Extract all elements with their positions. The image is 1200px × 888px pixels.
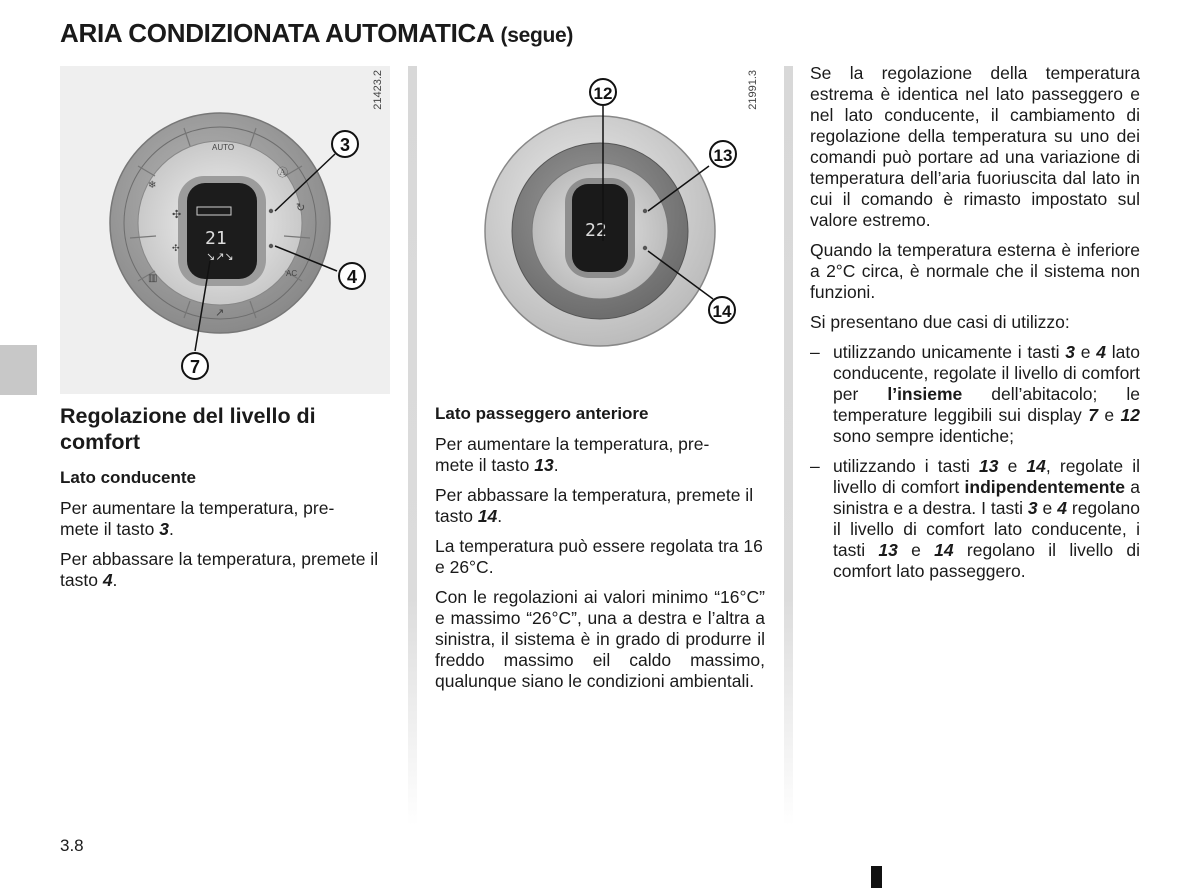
list-item: – utilizzando unicamente i tasti 3 e 4 lato conducente, regolate il livello di comfort per l’insieme dell’abitacolo; le temperature leggibili sui display 7 e 12 sono sempre identiche; — [810, 342, 1141, 446]
column-separator-1 — [408, 66, 417, 826]
callout-3: 3 — [339, 135, 351, 155]
page-number: 3.8 — [60, 836, 84, 855]
recirculation-icon: ↻ — [296, 202, 306, 214]
figure-passenger-controls — [435, 66, 765, 396]
auto-label: AUTO — [212, 143, 235, 152]
fan-low-icon: ✣ — [172, 243, 180, 253]
paragraph-low-temperature: Quando la temperatura esterna è inferiore a 2°C circa, è normale che il sistema non funzioni. — [810, 240, 1140, 302]
driver-display-temp: 21 — [205, 228, 227, 249]
paragraph-decrease-driver: Per abbassare la temperatura, premete il tasto 4. — [60, 549, 379, 590]
callout-13: 13 — [713, 146, 733, 165]
title-suffix: (segue) — [500, 24, 574, 47]
chapter-tab — [0, 345, 37, 395]
section-heading: Regolazione del livello di comfort — [60, 404, 316, 454]
paragraph-decrease-passenger: Per abbassare la temperatura, premete il tasto 14. — [435, 485, 754, 526]
svg-text:↘↗↘: ↘↗↘ — [206, 250, 234, 263]
figure-ref-left: 21423.2 — [372, 70, 384, 110]
callout-14: 14 — [712, 302, 732, 321]
callout-7: 7 — [189, 357, 201, 377]
paragraph-increase-passenger: Per aumentare la temperatura, pre- mete il tasto 13. — [435, 434, 710, 475]
subheading-driver: Lato conducente — [60, 468, 197, 487]
page-edge-mark — [871, 866, 882, 888]
passenger-display-temp: 22 — [585, 220, 607, 241]
driver-control-panel-illustration — [60, 66, 390, 394]
paragraph-extreme-values: Con le regolazioni ai valori minimo “16°C” e massimo “26°C”, una a destra e l’altra a sinistra, il sistema è in grado di produrre il freddo massimo eil caldo massimo, qualunque siano le condizioni ambientali. — [435, 587, 765, 691]
defrost-icon: ❄ — [148, 180, 157, 191]
rear-defrost-icon: ▥ — [148, 273, 158, 284]
column-2 — [435, 403, 765, 701]
figure-driver-controls — [60, 66, 390, 394]
paragraph-extreme-regulation: Se la regolazione della temperatura estrema è identica nel lato passeggero e nel lato conducente, il cambiamento di regolazione della temperatura su uno dei comandi può portare ad una variazione di temperatura dell’aria fuoriuscita dal lato in cui il comando è rimasto impostato sul valore estremo. — [810, 63, 1140, 230]
fan-high-icon: ✣ — [172, 209, 182, 221]
ac-label: AC — [286, 269, 298, 278]
subheading-passenger: Lato passeggero anteriore — [435, 404, 649, 423]
airflow-icon: ↗ — [215, 307, 225, 319]
auto-recirc-icon: Ⓐ — [277, 167, 288, 179]
callout-12: 12 — [593, 84, 613, 103]
list-item: – utilizzando i tasti 13 e 14, regolate il livello di comfort indipendentemente a sinistra e a destra. I tasti 3 e 4 regolano il livello di comfort lato conducente, i tasti 13 e 14 regolano il livello di comfort lato passeggero. — [810, 456, 1140, 581]
paragraph-temperature-range: La temperatura può essere regolata tra 16 e 26°C. — [435, 536, 763, 577]
paragraph-use-cases: Si presentano due casi di utilizzo: — [810, 312, 1070, 332]
figure-ref-right: 21991.3 — [747, 70, 759, 110]
passenger-control-panel-illustration — [435, 66, 765, 396]
column-separator-2 — [784, 66, 793, 826]
callout-4: 4 — [346, 267, 358, 287]
paragraph-increase-driver: Per aumentare la temperatura, pre- mete il tasto 3. — [60, 498, 335, 539]
column-1 — [60, 403, 390, 600]
column-3 — [810, 63, 1140, 591]
page-title: ARIA CONDIZIONATA AUTOMATICA (segue) — [60, 18, 574, 48]
